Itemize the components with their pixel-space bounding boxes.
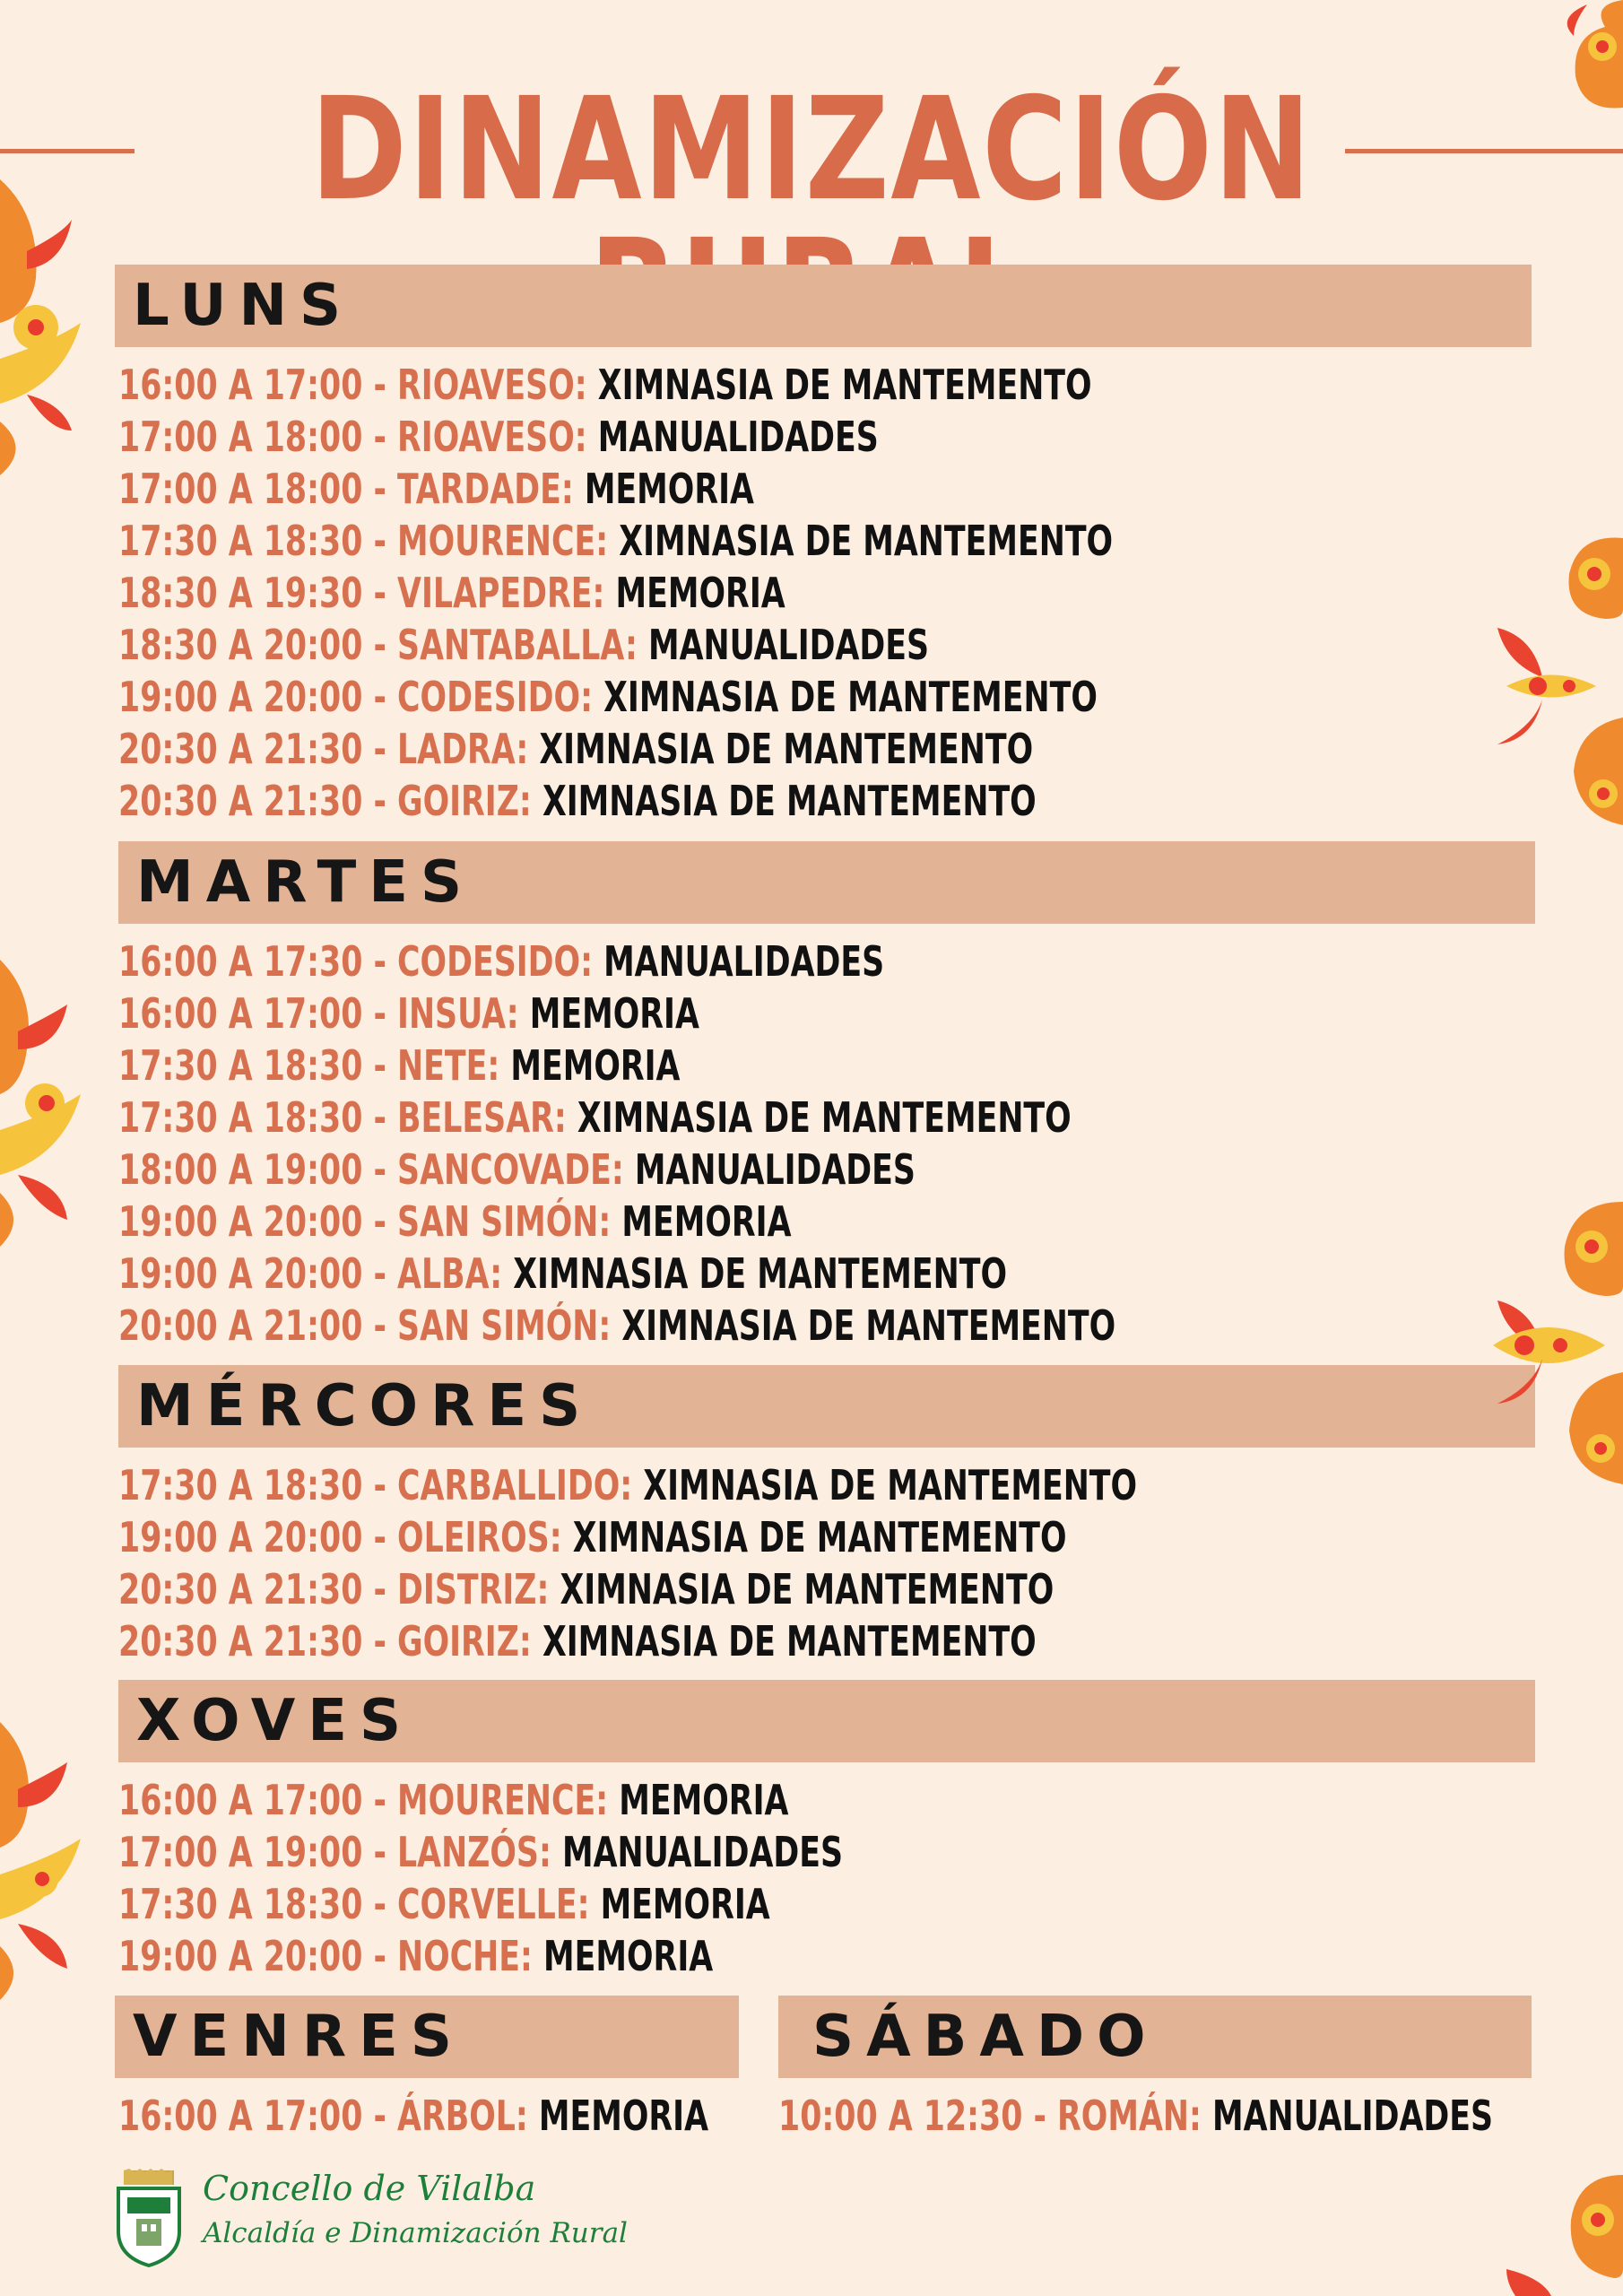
schedule-entry (118, 515, 1113, 567)
day-label: SÁBADO (812, 2004, 1159, 2070)
schedule-entry (118, 671, 1113, 723)
entry-place: BELESAR: (397, 1093, 567, 1142)
entry-activity: MANUALIDADES (1201, 2092, 1494, 2140)
entry-place: CODESIDO: (397, 673, 593, 721)
day-label: MARTES (136, 849, 475, 916)
entry-time: 16:00 A 17:00 - (118, 2092, 398, 2140)
entry-activity: XIMNASIA DE MANTEMENTO (632, 1461, 1138, 1509)
day-header-mercores (118, 1365, 1535, 1448)
entry-time: 19:00 A 20:00 - (118, 1513, 398, 1561)
schedule-entry (118, 359, 1113, 411)
entry-time: 16:00 A 17:00 - (118, 989, 398, 1038)
schedule-entry (118, 1878, 843, 1930)
entry-place: DISTRIZ: (397, 1565, 550, 1613)
day-header-martes (118, 841, 1535, 924)
schedule-entry (118, 1930, 843, 1982)
entry-time: 17:30 A 18:30 - (118, 1461, 398, 1509)
entry-time: 19:00 A 20:00 - (118, 673, 398, 721)
schedule-entry (118, 1563, 1137, 1615)
entry-place: CARBALLIDO: (397, 1461, 633, 1509)
schedule-entry (118, 619, 1113, 671)
entry-place: LANZÓS: (397, 1828, 551, 1876)
entry-activity: MANUALIDADES (551, 1828, 844, 1876)
title-line-left (0, 149, 135, 153)
entry-activity: XIMNASIA DE MANTEMENTO (549, 1565, 1055, 1613)
schedule-list-mercores (118, 1459, 1331, 1667)
entry-activity: XIMNASIA DE MANTEMENTO (586, 361, 1092, 409)
coat-of-arms-icon (113, 2169, 185, 2267)
entry-time: 19:00 A 20:00 - (118, 1932, 398, 1980)
schedule-list-luns (118, 359, 1302, 827)
entry-time: 17:00 A 18:00 - (118, 413, 398, 461)
footer-organization: Concello de Vilalba (203, 2169, 536, 2208)
schedule-entry (118, 1300, 1115, 1352)
entry-place: TARDADE: (397, 465, 574, 513)
schedule-entry (118, 1826, 843, 1878)
schedule-entry (118, 1248, 1115, 1300)
footer-department: Alcaldía e Dinamización Rural (203, 2217, 628, 2249)
entry-activity: XIMNASIA DE MANTEMENTO (528, 725, 1034, 773)
schedule-entry (118, 1511, 1137, 1563)
schedule-entry (118, 987, 1115, 1039)
entry-activity: XIMNASIA DE MANTEMENTO (531, 1617, 1037, 1665)
entry-place: NOCHE: (397, 1932, 533, 1980)
entry-place: INSUA: (397, 989, 519, 1038)
paisley-ornament-icon (1520, 0, 1623, 121)
entry-place: NETE: (397, 1041, 500, 1090)
entry-place: CORVELLE: (397, 1880, 590, 1928)
entry-place: OLEIROS: (397, 1513, 562, 1561)
entry-time: 17:30 A 18:30 - (118, 1880, 398, 1928)
entry-time: 16:00 A 17:00 - (118, 361, 398, 409)
entry-activity: MEMORIA (532, 1932, 714, 1980)
schedule-entry (118, 463, 1113, 515)
entry-place: MOURENCE: (397, 1776, 609, 1824)
paisley-ornament-icon (1488, 529, 1623, 834)
entry-activity: MEMORIA (518, 989, 699, 1038)
schedule-list-sabado (778, 2090, 1623, 2142)
schedule-entry (118, 1196, 1115, 1248)
entry-place: ÁRBOL: (397, 2092, 528, 2140)
entry-place: GOIRIZ: (397, 777, 532, 825)
schedule-entry (118, 775, 1113, 827)
entry-time: 17:00 A 19:00 - (118, 1828, 398, 1876)
entry-activity: XIMNASIA DE MANTEMENTO (611, 1301, 1116, 1350)
paisley-ornament-icon (0, 960, 81, 1247)
entry-time: 17:30 A 18:30 - (118, 517, 398, 565)
entry-time: 20:30 A 21:30 - (118, 1565, 398, 1613)
entry-place: SANTABALLA: (397, 621, 638, 669)
schedule-list-martes (118, 935, 1306, 1352)
entry-activity: MEMORIA (527, 2092, 709, 2140)
entry-time: 17:00 A 18:00 - (118, 465, 398, 513)
entry-activity: XIMNASIA DE MANTEMENTO (531, 777, 1037, 825)
entry-place: CODESIDO: (397, 937, 593, 986)
day-label: XOVES (136, 1688, 414, 1754)
schedule-entry (118, 2090, 708, 2142)
entry-time: 20:30 A 21:30 - (118, 725, 398, 773)
entry-activity: XIMNASIA DE MANTEMENTO (608, 517, 1114, 565)
entry-activity: MANUALIDADES (586, 413, 879, 461)
entry-activity: MEMORIA (611, 1197, 792, 1246)
schedule-list-xoves (118, 1774, 981, 1982)
entry-activity: XIMNASIA DE MANTEMENTO (592, 673, 1098, 721)
entry-place: VILAPEDRE: (397, 569, 605, 617)
entry-activity: XIMNASIA DE MANTEMENTO (566, 1093, 1072, 1142)
schedule-entry (118, 411, 1113, 463)
entry-time: 16:00 A 17:00 - (118, 1776, 398, 1824)
schedule-entry (118, 1615, 1137, 1667)
entry-activity: XIMNASIA DE MANTEMENTO (561, 1513, 1067, 1561)
schedule-entry (118, 1774, 843, 1826)
entry-place: MOURENCE: (397, 517, 609, 565)
entry-time: 20:00 A 21:00 - (118, 1301, 398, 1350)
entry-place: ROMÁN: (1057, 2092, 1202, 2140)
day-label: LUNS (133, 273, 354, 339)
entry-activity: MEMORIA (608, 1776, 789, 1824)
entry-place: GOIRIZ: (397, 1617, 532, 1665)
entry-time: 18:30 A 20:00 - (118, 621, 398, 669)
entry-activity: XIMNASIA DE MANTEMENTO (502, 1249, 1008, 1298)
schedule-entry (118, 1091, 1115, 1144)
schedule-entry (118, 935, 1115, 987)
day-header-luns (115, 265, 1532, 347)
paisley-ornament-icon (1488, 2170, 1623, 2296)
day-label: MÉRCORES (136, 1373, 594, 1439)
schedule-entry (118, 723, 1113, 775)
entry-time: 16:00 A 17:30 - (118, 937, 398, 986)
entry-activity: MEMORIA (589, 1880, 770, 1928)
entry-place: SAN SIMÓN: (397, 1301, 612, 1350)
day-header-sabado (778, 1996, 1532, 2078)
entry-time: 18:00 A 19:00 - (118, 1145, 398, 1194)
entry-place: SAN SIMÓN: (397, 1197, 612, 1246)
entry-time: 18:30 A 19:30 - (118, 569, 398, 617)
paisley-ornament-icon (0, 1722, 81, 2000)
entry-time: 10:00 A 12:30 - (778, 2092, 1058, 2140)
paisley-ornament-icon (0, 179, 90, 475)
schedule-entry (118, 1144, 1115, 1196)
schedule-list-venres (118, 2090, 820, 2142)
entry-time: 19:00 A 20:00 - (118, 1197, 398, 1246)
schedule-entry (118, 567, 1113, 619)
entry-time: 17:30 A 18:30 - (118, 1093, 398, 1142)
entry-time: 20:30 A 21:30 - (118, 777, 398, 825)
day-label: VENRES (133, 2004, 464, 2070)
entry-activity: MANUALIDADES (637, 621, 930, 669)
entry-activity: MEMORIA (573, 465, 754, 513)
schedule-entry (778, 2090, 1493, 2142)
entry-activity: MEMORIA (499, 1041, 681, 1090)
entry-place: RIOAVESO: (397, 361, 587, 409)
entry-activity: MEMORIA (604, 569, 785, 617)
day-header-xoves (118, 1680, 1535, 1762)
schedule-entry (118, 1459, 1137, 1511)
entry-place: LADRA: (397, 725, 529, 773)
entry-time: 20:30 A 21:30 - (118, 1617, 398, 1665)
entry-place: ALBA: (397, 1249, 503, 1298)
entry-place: RIOAVESO: (397, 413, 587, 461)
entry-activity: MANUALIDADES (623, 1145, 916, 1194)
page-title: DINAMIZACIÓN (310, 67, 1313, 232)
paisley-ornament-icon (1480, 1202, 1623, 1507)
entry-place: SANCOVADE: (397, 1145, 624, 1194)
entry-time: 19:00 A 20:00 - (118, 1249, 398, 1298)
entry-time: 17:30 A 18:30 - (118, 1041, 398, 1090)
day-header-venres (115, 1996, 739, 2078)
entry-activity: MANUALIDADES (592, 937, 885, 986)
schedule-entry (118, 1039, 1115, 1091)
